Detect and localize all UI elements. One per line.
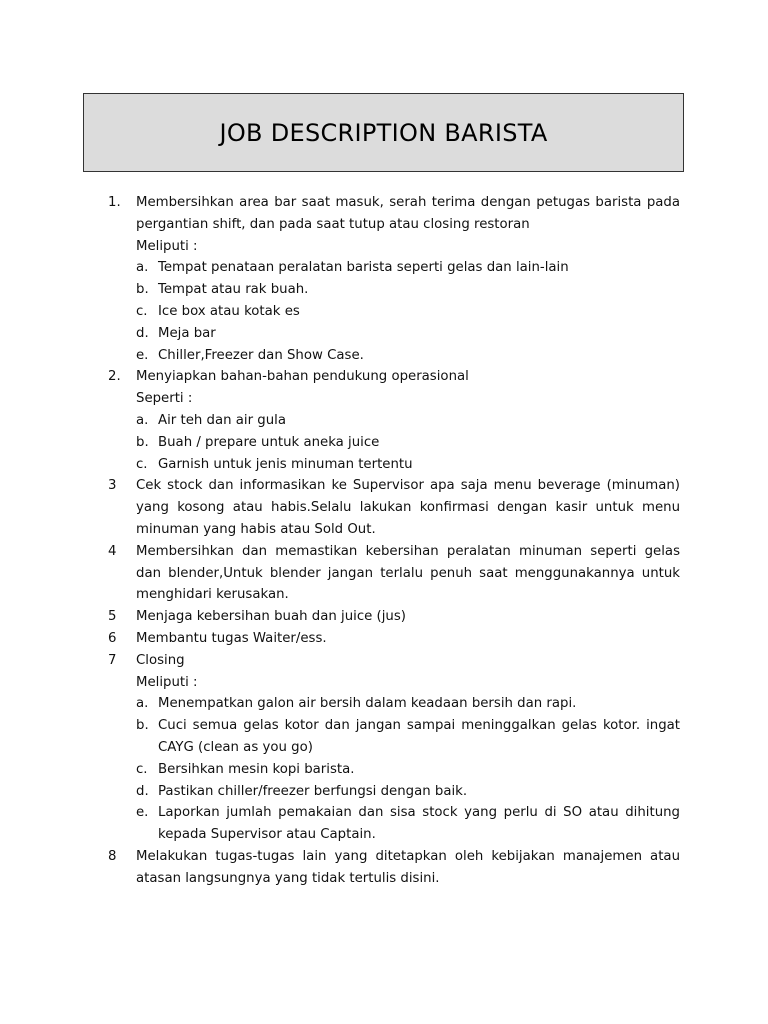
list-item-8	[108, 846, 680, 890]
item-number: 7	[108, 652, 117, 668]
sub-item-letter: a.	[136, 260, 149, 276]
item-text: Membantu tugas Waiter/ess.	[136, 630, 327, 646]
sub-item-letter: b.	[136, 434, 149, 450]
item-number: 2.	[108, 369, 121, 385]
list-item-4	[108, 541, 680, 606]
item-number: 8	[108, 848, 117, 864]
sub-item-letter: d.	[136, 325, 149, 341]
item-text: Melakukan tugas-tugas lain yang ditetapkan oleh kebijakan manajemen atau atasan langsungnya yang tidak tertulis disini.	[136, 848, 680, 886]
sub-item	[136, 323, 680, 345]
sub-item-letter: b.	[136, 718, 149, 734]
sub-item-text: Chiller,Freezer dan Show Case.	[158, 347, 364, 363]
sub-item-text: Laporkan jumlah pemakaian dan sisa stock yang perlu di SO atau dihitung kepada Supervisor atau Captain.	[158, 805, 680, 843]
sub-item-letter: d.	[136, 783, 149, 799]
item-text: Membersihkan area bar saat masuk, serah terima dengan petugas barista pada pergantian shift, dan pada saat tutup atau closing restoran	[136, 195, 680, 232]
sub-item-text: Menempatkan galon air bersih dalam keadaan bersih dan rapi.	[158, 696, 577, 712]
item-text: Membersihkan dan memastikan kebersihan peralatan minuman seperti gelas dan blender,Untuk blender jangan terlalu penuh saat menggunakannya untuk menghidari kerusakan.	[136, 543, 680, 603]
sub-item-text: Tempat penataan peralatan barista seperti gelas dan lain-lain	[158, 260, 569, 276]
sub-item	[136, 345, 680, 367]
sub-item	[136, 410, 680, 432]
sub-item	[136, 279, 680, 301]
item-number: 6	[108, 630, 117, 646]
list-item-2	[108, 366, 680, 475]
sub-item-letter: c.	[136, 456, 148, 472]
sub-item	[136, 715, 680, 759]
sub-item-text: Cuci semua gelas kotor dan jangan sampai meninggalkan gelas kotor. ingat CAYG (clean as you go)	[158, 718, 680, 755]
item-text: Cek stock dan informasikan ke Supervisor apa saja menu beverage (minuman) yang kosong atau habis.Selalu lakukan konfirmasi dengan kasir untuk menu minuman yang habis atau Sold Out.	[136, 478, 680, 537]
list-item-7	[108, 650, 680, 846]
sub-item	[136, 693, 680, 715]
sub-item	[136, 454, 680, 476]
list-item-3	[108, 475, 680, 540]
sub-item-letter: c.	[136, 761, 148, 777]
item-text: Menjaga kebersihan buah dan juice (jus)	[136, 609, 406, 625]
sub-item	[136, 781, 680, 803]
sub-item-text: Tempat atau rak buah.	[158, 282, 309, 298]
item-number: 4	[108, 543, 117, 559]
sub-item-text: Buah / prepare untuk aneka juice	[158, 434, 380, 450]
item-number: 1.	[108, 195, 121, 210]
sub-item-text: Garnish untuk jenis minuman tertentu	[158, 456, 413, 472]
sub-item	[136, 759, 680, 781]
sub-item-text: Bersihkan mesin kopi barista.	[158, 761, 355, 777]
sub-item-letter: e.	[136, 805, 149, 821]
job-description-list	[108, 192, 680, 890]
sub-item-text: Ice box atau kotak es	[158, 303, 300, 319]
sub-item-letter: c.	[136, 303, 148, 319]
item-text: Menyiapkan bahan-bahan pendukung operasional	[136, 369, 469, 385]
list-item-6	[108, 628, 680, 650]
sub-item-letter: a.	[136, 696, 149, 712]
sub-item-letter: b.	[136, 282, 149, 298]
sub-item-text: Pastikan chiller/freezer berfungsi dengan baik.	[158, 783, 468, 799]
sub-item	[136, 301, 680, 323]
sub-item-text: Air teh dan air gula	[158, 412, 287, 428]
sub-item	[136, 802, 680, 846]
item-label: Meliputi :	[136, 238, 198, 254]
title-box	[83, 93, 684, 172]
item-label: Seperti :	[136, 391, 193, 407]
list-item-1	[108, 192, 680, 366]
sub-item-text: Meja bar	[158, 325, 216, 341]
item-number: 3	[108, 478, 117, 494]
sub-item	[136, 432, 680, 454]
list-item-5	[108, 606, 680, 628]
page-title: JOB DESCRIPTION BARISTA	[219, 118, 548, 147]
sub-item	[136, 257, 680, 279]
sub-item-letter: a.	[136, 412, 149, 428]
item-number: 5	[108, 609, 117, 625]
item-label: Meliputi :	[136, 674, 198, 690]
item-text: Closing	[136, 652, 185, 668]
sub-item-letter: e.	[136, 347, 149, 363]
